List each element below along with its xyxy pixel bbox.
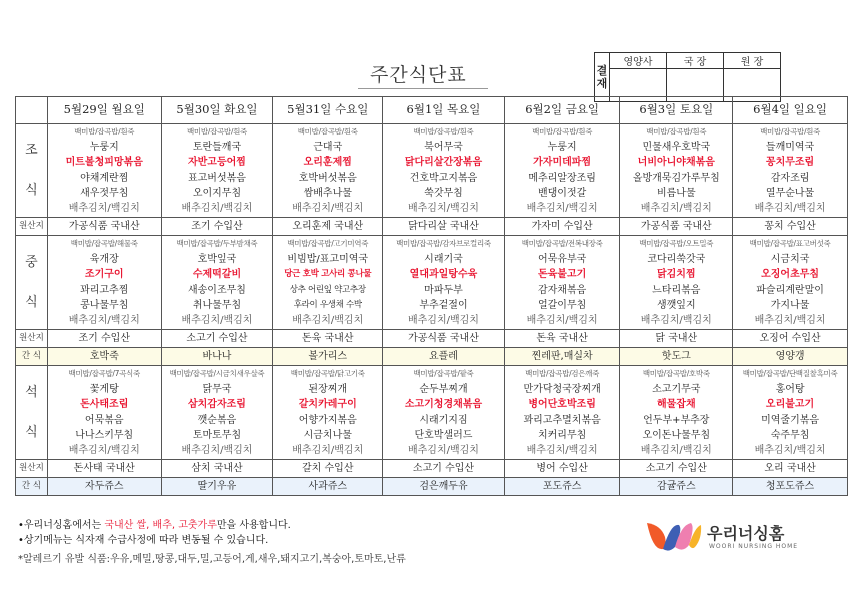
breakfast-cell bbox=[383, 124, 505, 218]
breakfast_origin-cell: 가공식품 국내산 bbox=[620, 218, 733, 236]
day-header: 5월29일 월요일 bbox=[47, 97, 161, 124]
dinner-cell bbox=[383, 366, 505, 460]
breakfast-item: 백미밥/잡곡밥/흰죽 bbox=[74, 127, 135, 137]
breakfast-item: 근대국 bbox=[313, 141, 343, 153]
breakfast-item: 건호박고지볶음 bbox=[409, 172, 478, 184]
snack1-cell: 볼가리스 bbox=[273, 348, 383, 366]
lunch-item: 돈육불고기 bbox=[537, 269, 587, 281]
breakfast-item: 감자조림 bbox=[770, 172, 810, 184]
lunch-item: 배추김치/백김치 bbox=[526, 315, 598, 327]
lunch-item: 수제떡갈비 bbox=[192, 269, 242, 281]
dinner-item: 오이돈나물무침 bbox=[642, 429, 711, 441]
dinner-item: 언두부+부추장 bbox=[643, 414, 710, 426]
breakfast_origin-cell: 가공식품 국내산 bbox=[47, 218, 161, 236]
lunch-item: 열대과일탕수육 bbox=[409, 269, 478, 281]
lunch-item: 배추김치/백김치 bbox=[68, 315, 140, 327]
day-header: 5월30일 화요일 bbox=[161, 97, 273, 124]
dinner-item: 배추김치/백김치 bbox=[407, 445, 479, 457]
lunch-item: 배추김치/백김치 bbox=[640, 315, 712, 327]
dinner-item: 깻순볶음 bbox=[197, 414, 237, 426]
breakfast-item: 민물새우호박국 bbox=[642, 141, 711, 153]
dinner-item: 백미밥/잡곡밥/단백질찰흑미죽 bbox=[742, 369, 838, 379]
dinner-item: 꽈리고추멸치볶음 bbox=[523, 414, 601, 426]
dinner-cell bbox=[161, 366, 273, 460]
snack2-cell: 사과쥬스 bbox=[273, 478, 383, 496]
notes bbox=[18, 518, 406, 567]
breakfast-item: 메추리알장조림 bbox=[528, 172, 596, 184]
snack2-row bbox=[16, 478, 848, 496]
lunch-item: 당근 호박 고사리 콩나물 bbox=[284, 269, 372, 280]
lunch-item: 꽈리고추찜 bbox=[80, 284, 129, 296]
breakfast-item: 배추김치/백김치 bbox=[407, 203, 479, 215]
lunch_origin-label: 원산지 bbox=[16, 330, 48, 348]
dinner-item: 돈사태조림 bbox=[80, 399, 129, 411]
breakfast_origin-cell: 가자미 수입산 bbox=[504, 218, 620, 236]
dinner-item: 삼치감자조림 bbox=[187, 399, 246, 411]
snack2-cell: 자두쥬스 bbox=[47, 478, 161, 496]
approval-box bbox=[594, 52, 781, 102]
note-domestic: •우리너싱홈에서는 국내산 쌀, 배추, 고춧가루만을 사용합니다. bbox=[18, 520, 291, 531]
dinner-item: 나나스키무침 bbox=[75, 429, 134, 441]
breakfast-cell bbox=[161, 124, 273, 218]
lunch-item: 육개장 bbox=[89, 253, 119, 265]
dinner-item: 된장찌개 bbox=[308, 383, 348, 395]
dinner_origin-cell: 소고기 수입산 bbox=[383, 460, 505, 478]
breakfast-item: 들깨미역국 bbox=[765, 141, 815, 153]
dinner-item: 소고기청경채볶음 bbox=[404, 399, 483, 411]
snack2-cell: 감귤쥬스 bbox=[620, 478, 733, 496]
lunch-item: 배추김치/백김치 bbox=[407, 315, 479, 327]
lunch-item: 비빔밥/표고미역국 bbox=[287, 253, 369, 265]
breakfast-item: 배추김치/백김치 bbox=[181, 203, 253, 215]
lunch-item: 닭김치찜 bbox=[656, 269, 696, 281]
breakfast-cell bbox=[620, 124, 733, 218]
breakfast_origin-row bbox=[16, 218, 848, 236]
dinner-item: 미역줄기볶음 bbox=[761, 414, 820, 426]
breakfast-item: 야채계란찜 bbox=[80, 172, 129, 184]
logo-mark-icon bbox=[645, 519, 703, 553]
lunch-cell bbox=[273, 236, 383, 330]
dinner-cell bbox=[620, 366, 733, 460]
approval-header-dietitian: 영양사 bbox=[610, 53, 667, 69]
breakfast-item: 북어무국 bbox=[424, 141, 463, 153]
breakfast-item: 쌈배추나물 bbox=[303, 187, 352, 199]
breakfast-item: 닭다리살간장볶음 bbox=[404, 157, 483, 169]
dinner_origin-cell: 갈치 수입산 bbox=[273, 460, 383, 478]
dinner-item: 만가닥청국장찌개 bbox=[523, 383, 601, 395]
dinner-item: 시금치나물 bbox=[303, 429, 352, 441]
lunch-row bbox=[16, 236, 848, 330]
lunch-item: 취나물무침 bbox=[192, 299, 242, 311]
breakfast-cell bbox=[47, 124, 161, 218]
lunch-item: 시금치국 bbox=[770, 253, 810, 265]
dinner-item: 오리불고기 bbox=[765, 399, 815, 411]
dinner-item: 치커리무침 bbox=[537, 429, 587, 441]
lunch-item: 얼갈이무침 bbox=[537, 299, 587, 311]
snack1-cell: 찐레판,매실차 bbox=[504, 348, 620, 366]
dinner-item: 배추김치/백김치 bbox=[181, 445, 253, 457]
lunch_origin-cell: 돈육 국내산 bbox=[504, 330, 620, 348]
dinner-item: 해물잡채 bbox=[656, 399, 696, 411]
dinner_origin-cell: 소고기 수입산 bbox=[620, 460, 733, 478]
snack1-cell: 영양갱 bbox=[733, 348, 848, 366]
breakfast-item: 비름나물 bbox=[656, 187, 696, 199]
title-underline bbox=[358, 88, 488, 89]
breakfast-row bbox=[16, 124, 848, 218]
dinner_origin-label: 원산지 bbox=[16, 460, 48, 478]
breakfast-item: 호박버섯볶음 bbox=[298, 172, 357, 184]
lunch-item: 조기구이 bbox=[84, 269, 124, 281]
breakfast-item: 열무순나물 bbox=[765, 187, 815, 199]
dinner-item: 병어단호박조림 bbox=[528, 399, 596, 411]
dinner-cell bbox=[504, 366, 620, 460]
corner-cell bbox=[16, 97, 48, 124]
lunch-item: 배추김치/백김치 bbox=[292, 315, 364, 327]
snack1-row bbox=[16, 348, 848, 366]
day-header: 6월3일 토요일 bbox=[620, 97, 733, 124]
snack1-cell: 바나나 bbox=[161, 348, 273, 366]
lunch-cell bbox=[161, 236, 273, 330]
dinner-row bbox=[16, 366, 848, 460]
breakfast-label bbox=[16, 124, 48, 218]
dinner-item: 소고기무국 bbox=[652, 383, 701, 395]
breakfast-item: 오리훈제찜 bbox=[303, 157, 352, 169]
breakfast-label-char: 조 bbox=[25, 142, 38, 158]
approval-side-label: 결재 bbox=[595, 53, 610, 102]
breakfast-item: 너비아니야채볶음 bbox=[637, 157, 715, 169]
lunch_origin-row bbox=[16, 330, 848, 348]
breakfast-item: 백미밥/잡곡밥/흰죽 bbox=[186, 127, 247, 137]
lunch-item: 백미밥/잡곡밥/전복내장죽 bbox=[521, 239, 603, 249]
breakfast_origin-cell: 꽁치 수입산 bbox=[733, 218, 848, 236]
lunch-cell bbox=[47, 236, 161, 330]
breakfast-item: 누룽지 bbox=[89, 141, 119, 153]
dinner-item: 어향가지볶음 bbox=[298, 414, 357, 426]
lunch_origin-cell: 돈육 국내산 bbox=[273, 330, 383, 348]
snack2-cell: 청포도쥬스 bbox=[733, 478, 848, 496]
lunch-item: 가지나물 bbox=[770, 299, 810, 311]
breakfast-item: 배추김치/백김치 bbox=[292, 203, 364, 215]
day-header: 6월4일 일요일 bbox=[733, 97, 848, 124]
dinner-item: 배추김치/백김치 bbox=[292, 445, 364, 457]
dinner-item: 갈치카레구이 bbox=[298, 399, 357, 411]
lunch-item: 콩나물무침 bbox=[80, 299, 129, 311]
brand-logo bbox=[645, 519, 825, 553]
lunch-item: 배추김치/백김치 bbox=[181, 315, 253, 327]
breakfast-cell bbox=[273, 124, 383, 218]
breakfast-item: 배추김치/백김치 bbox=[68, 203, 140, 215]
breakfast-item: 배추김치/백김치 bbox=[526, 203, 598, 215]
snack2-cell: 포도쥬스 bbox=[504, 478, 620, 496]
day-header: 6월1일 목요일 bbox=[383, 97, 505, 124]
note-change: •상기메뉴는 식자재 수급사정에 따라 변동될 수 있습니다. bbox=[18, 535, 269, 546]
breakfast_origin-cell: 조기 수입산 bbox=[161, 218, 273, 236]
lunch_origin-cell: 닭 국내산 bbox=[620, 330, 733, 348]
lunch-item: 생깻잎지 bbox=[656, 299, 696, 311]
day-header: 5월31일 수요일 bbox=[273, 97, 383, 124]
breakfast-item: 백미밥/잡곡밥/흰죽 bbox=[760, 127, 821, 137]
lunch-label bbox=[16, 236, 48, 330]
breakfast-item: 백미밥/잡곡밥/흰죽 bbox=[646, 127, 707, 137]
lunch-item: 새송이조무침 bbox=[187, 284, 246, 296]
dinner_origin-cell: 오리 국내산 bbox=[733, 460, 848, 478]
dinner-cell bbox=[47, 366, 161, 460]
snack2-cell: 검은깨두유 bbox=[383, 478, 505, 496]
lunch-item: 백미밥/잡곡밥/두부밤채죽 bbox=[176, 239, 258, 249]
lunch-cell bbox=[620, 236, 733, 330]
breakfast-item: 배추김치/백김치 bbox=[640, 203, 712, 215]
dinner-item: 백미밥/잡곡밥/시금치새우살죽 bbox=[169, 369, 265, 379]
dinner-item: 단호박샐러드 bbox=[414, 429, 473, 441]
approval-header-head: 원 장 bbox=[724, 53, 781, 69]
dinner-item: 배추김치/백김치 bbox=[68, 445, 140, 457]
page-title: 주간식단표 bbox=[370, 64, 467, 86]
breakfast-item: 올방개묵김가루무침 bbox=[632, 172, 720, 184]
dinner_origin-cell: 삼치 국내산 bbox=[161, 460, 273, 478]
dinner_origin-cell: 병어 수입산 bbox=[504, 460, 620, 478]
breakfast-item: 가자미데파찜 bbox=[533, 157, 592, 169]
snack1-cell: 요플레 bbox=[383, 348, 505, 366]
snack2-label: 간 식 bbox=[16, 478, 48, 496]
dinner-item: 숙주무침 bbox=[770, 429, 810, 441]
lunch_origin-cell: 가공식품 국내산 bbox=[383, 330, 505, 348]
dinner-item: 닭무국 bbox=[202, 383, 232, 395]
dinner-item: 꽃게탕 bbox=[89, 383, 119, 395]
day-header-row bbox=[16, 97, 848, 124]
lunch-item: 호박잎국 bbox=[197, 253, 237, 265]
breakfast-item: 꽁치무조림 bbox=[765, 157, 815, 169]
dinner-cell bbox=[273, 366, 383, 460]
lunch-item: 코다리쑥갓국 bbox=[647, 253, 706, 265]
lunch-item: 시래기국 bbox=[424, 253, 463, 265]
lunch-item: 백미밥/잡곡밥/오트밀죽 bbox=[639, 239, 714, 249]
snack1-label: 간 식 bbox=[16, 348, 48, 366]
lunch-item: 상추 어린잎 약고추장 bbox=[289, 284, 366, 295]
snack1-cell: 핫도그 bbox=[620, 348, 733, 366]
dinner-cell bbox=[733, 366, 848, 460]
breakfast-item: 밴댕이젓갈 bbox=[537, 187, 587, 199]
snack1-cell: 호박죽 bbox=[47, 348, 161, 366]
dinner-item: 백미밥/잡곡밥/7곡식죽 bbox=[68, 369, 140, 379]
dinner-label-char: 석 bbox=[25, 384, 38, 400]
lunch_origin-cell: 소고기 수입산 bbox=[161, 330, 273, 348]
dinner-item: 어묵볶음 bbox=[84, 414, 124, 426]
breakfast-item: 쑥갓무침 bbox=[424, 187, 463, 199]
dinner-item: 백미밥/잡곡밥/닭고기죽 bbox=[290, 369, 365, 379]
breakfast-cell bbox=[504, 124, 620, 218]
lunch-item: 배추김치/백김치 bbox=[754, 315, 826, 327]
breakfast-item: 미트볼청피망볶음 bbox=[65, 157, 143, 169]
dinner-item: 순두부찌개 bbox=[419, 383, 468, 395]
lunch-label-char: 중 bbox=[25, 254, 38, 270]
breakfast-item: 백미밥/잡곡밥/흰죽 bbox=[532, 127, 593, 137]
lunch-item: 마파두부 bbox=[424, 284, 463, 296]
breakfast-item: 배추김치/백김치 bbox=[754, 203, 826, 215]
lunch-cell bbox=[504, 236, 620, 330]
dinner-item: 백미밥/잡곡밥/호박죽 bbox=[642, 369, 710, 379]
breakfast-label-char: 식 bbox=[25, 182, 38, 198]
dinner-item: 시래기지짐 bbox=[419, 414, 468, 426]
breakfast-item: 백미밥/잡곡밥/흰죽 bbox=[297, 127, 358, 137]
lunch-item: 백미밥/잡곡밥/고기미역죽 bbox=[287, 239, 369, 249]
dinner-item: 토마토무침 bbox=[192, 429, 242, 441]
weekly-menu-table bbox=[15, 96, 848, 496]
breakfast-item: 오이지무침 bbox=[192, 187, 242, 199]
lunch-item: 백미밥/잡곡밥/감자브로컬리죽 bbox=[396, 239, 491, 249]
lunch-cell bbox=[383, 236, 505, 330]
lunch-item: 백미밥/잡곡밥/해물죽 bbox=[70, 239, 138, 249]
lunch-item: 파슬리계란말이 bbox=[756, 284, 824, 296]
dinner-label bbox=[16, 366, 48, 460]
dinner-item: 백미밥/잡곡밥/검은깨죽 bbox=[525, 369, 600, 379]
lunch_origin-cell: 조기 수입산 bbox=[47, 330, 161, 348]
logo-name: 우리너싱홈 bbox=[707, 524, 785, 543]
lunch-item: 백미밥/잡곡밥/표고버섯죽 bbox=[749, 239, 831, 249]
lunch-item: 어묵유부국 bbox=[537, 253, 587, 265]
dinner-item: 배추김치/백김치 bbox=[754, 445, 826, 457]
lunch-item: 부추겉절이 bbox=[419, 299, 468, 311]
breakfast_origin-cell: 오리훈제 국내산 bbox=[273, 218, 383, 236]
snack2-cell: 딸기우유 bbox=[161, 478, 273, 496]
lunch_origin-cell: 오징어 수입산 bbox=[733, 330, 848, 348]
lunch-label-char: 식 bbox=[25, 294, 38, 310]
lunch-item: 느타리볶음 bbox=[652, 284, 701, 296]
lunch-cell bbox=[733, 236, 848, 330]
breakfast-cell bbox=[733, 124, 848, 218]
approval-header-director: 국 장 bbox=[667, 53, 724, 69]
breakfast-item: 새우젓무침 bbox=[80, 187, 129, 199]
lunch-item: 후라이 우생채 수박 bbox=[293, 299, 362, 310]
lunch-item: 감자채볶음 bbox=[537, 284, 587, 296]
dinner-item: 배추김치/백김치 bbox=[526, 445, 598, 457]
breakfast-item: 표고버섯볶음 bbox=[187, 172, 246, 184]
dinner-item: 홍어탕 bbox=[775, 383, 805, 395]
logo-subtitle: WOORI NURSING HOME bbox=[709, 543, 799, 550]
breakfast-item: 토란들깨국 bbox=[192, 141, 242, 153]
breakfast-item: 백미밥/잡곡밥/흰죽 bbox=[413, 127, 474, 137]
breakfast-item: 누룽지 bbox=[547, 141, 577, 153]
note-allergy: *알레르기 유발 식품:우유,메밀,땅콩,대두,밀,고등어,게,새우,돼지고기,복숭아,토마토,난류 bbox=[18, 554, 406, 565]
dinner-label-char: 식 bbox=[25, 424, 38, 440]
dinner-item: 백미밥/잡곡밥/팥죽 bbox=[413, 369, 474, 379]
breakfast_origin-cell: 닭다리살 국내산 bbox=[383, 218, 505, 236]
lunch-item: 오징어초무침 bbox=[761, 269, 820, 281]
day-header: 6월2일 금요일 bbox=[504, 97, 620, 124]
dinner_origin-row bbox=[16, 460, 848, 478]
dinner_origin-cell: 돈사태 국내산 bbox=[47, 460, 161, 478]
breakfast_origin-label: 원산지 bbox=[16, 218, 48, 236]
breakfast-item: 자반고등어찜 bbox=[187, 157, 246, 169]
dinner-item: 배추김치/백김치 bbox=[640, 445, 712, 457]
